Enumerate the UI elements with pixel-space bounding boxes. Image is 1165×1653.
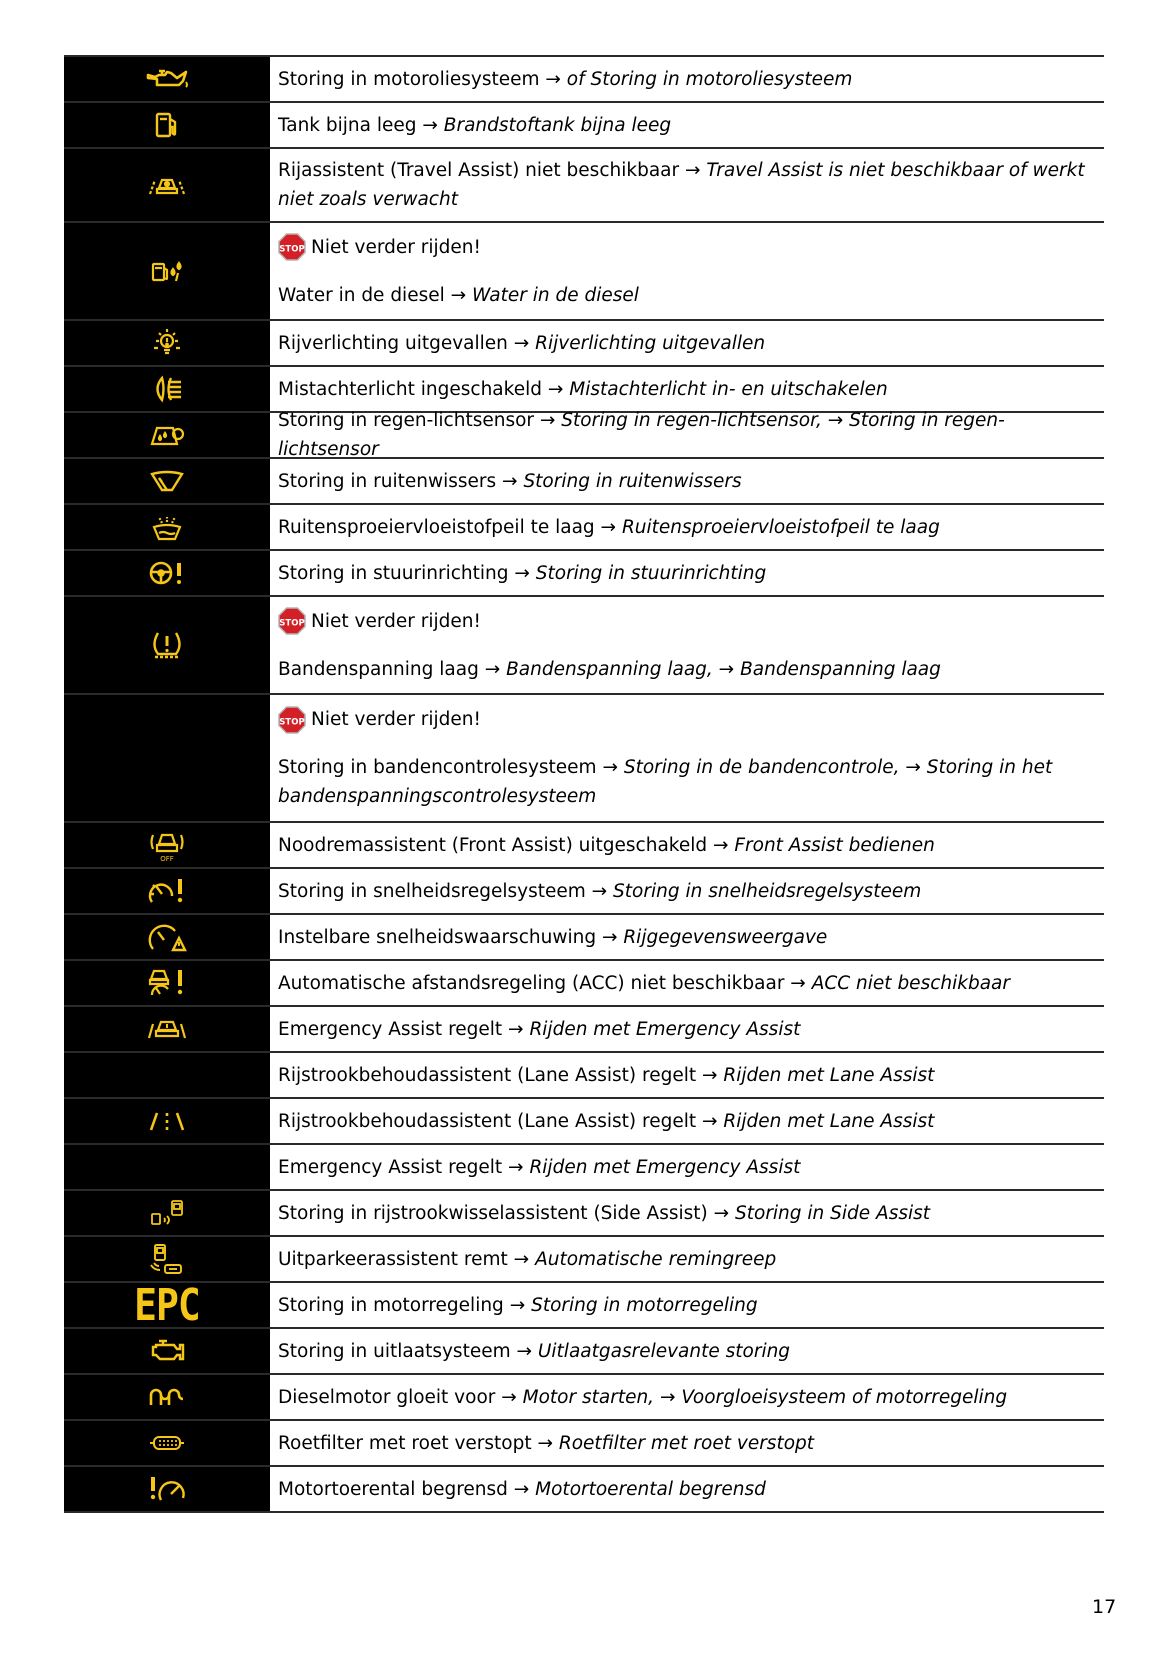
description-line [278, 923, 1096, 952]
exit-assist-icon [64, 1237, 270, 1281]
warning-lights-table [64, 55, 1104, 1513]
water-in-diesel-icon [64, 223, 270, 319]
message-text: Noodremassistent (Front Assist) uitgeschakeld [278, 834, 708, 856]
description-line [278, 281, 1096, 310]
arrow-icon: → [531, 1432, 559, 1454]
table-row [64, 1329, 1104, 1375]
description-line [278, 1015, 1096, 1044]
empty-icon-cell [64, 695, 270, 821]
table-row [64, 1375, 1104, 1421]
front-assist-off-icon [64, 823, 270, 867]
arrow-icon: → [495, 1386, 523, 1408]
table-row [64, 695, 1104, 823]
reference-link: Rijden met Lane Assist [723, 1110, 935, 1132]
table-row [64, 1007, 1104, 1053]
reference-link: of Storing in motoroliesysteem [566, 68, 853, 90]
description-cell [270, 410, 1104, 460]
description-line [278, 406, 1096, 464]
table-row [64, 410, 1104, 460]
particulate-filter-icon [64, 1421, 270, 1465]
message-text: Storing in rijstrookwisselassistent (Side Assist) [278, 1202, 708, 1224]
description-line [278, 559, 1096, 588]
description-line [278, 1245, 1096, 1274]
reference-link: Storing in stuurinrichting [535, 562, 767, 584]
arrow-icon: → [679, 160, 707, 181]
table-row [64, 551, 1104, 597]
arrow-icon: → [707, 1202, 735, 1224]
table-row [64, 961, 1104, 1007]
arrow-icon: → [508, 562, 536, 584]
table-row [64, 1053, 1104, 1099]
svg-text:OFF: OFF [160, 855, 174, 862]
message-text: Uitparkeerassistent remt [278, 1248, 508, 1270]
description-line [278, 111, 1096, 140]
description-cell [270, 1099, 1104, 1143]
engine-check-icon [64, 1329, 270, 1373]
description-cell [270, 1145, 1104, 1189]
message-text: Ruitensproeiervloeistofpeil te laag [278, 516, 595, 538]
message-text: Dieselmotor gloeit voor [278, 1386, 496, 1408]
description-cell [270, 459, 1104, 503]
warning-text: Niet verder rijden! [311, 709, 481, 730]
description-line [278, 753, 1096, 811]
message-text: Rijstrookbehoudassistent (Lane Assist) regelt [278, 1110, 697, 1132]
page-number: 17 [1092, 1596, 1117, 1618]
message-text: Rijassistent (Travel Assist) niet beschikbaar [278, 160, 680, 181]
bulb-failure-icon [64, 321, 270, 365]
arrow-icon: → [696, 1064, 724, 1086]
message-text: Mistachterlicht ingeschakeld [278, 378, 542, 400]
table-row [64, 459, 1104, 505]
description-line [278, 1337, 1096, 1366]
arrow-icon: → [596, 757, 624, 778]
arrow-icon: → [534, 410, 562, 431]
wiper-icon [64, 459, 270, 503]
arrow-icon: → [696, 1110, 724, 1132]
description-line [278, 513, 1096, 542]
reference-link: Storing in Side Assist [735, 1202, 931, 1224]
arrow-icon: → [478, 658, 507, 680]
description-line [278, 831, 1096, 860]
reference-link: Storing in het bandenspanningscontrolesysteem [278, 757, 1053, 807]
reference-link: Voorgloeisysteem of motorregeling [681, 1386, 1008, 1408]
description-line [278, 375, 1096, 404]
message-text: Motortoerental begrensd [278, 1478, 508, 1500]
reference-link: Automatische remingreep [535, 1248, 777, 1270]
svg-text:STOP: STOP [279, 244, 305, 255]
reference-link: Motortoerental begrensd [535, 1478, 766, 1500]
washer-fluid-icon [64, 505, 270, 549]
reference-link: Storing in ruitenwissers [523, 470, 742, 492]
message-text: Roetfilter met roet verstopt [278, 1432, 532, 1454]
message-text: Instelbare snelheidswaarschuwing [278, 926, 597, 948]
stop-sign-icon [278, 607, 306, 635]
table-row [64, 1145, 1104, 1191]
glow-plug-icon [64, 1375, 270, 1419]
stop-sign-icon [278, 706, 306, 734]
cruise-control-fault-icon [64, 869, 270, 913]
table-row [64, 57, 1104, 103]
message-text: Water in de diesel [278, 284, 445, 306]
description-cell [270, 103, 1104, 147]
table-row [64, 915, 1104, 961]
table-row [64, 1099, 1104, 1145]
reference-link: Rijverlichting uitgevallen [535, 332, 766, 354]
reference-link: Travel Assist is niet beschikbaar of werkt niet zoals verwacht [278, 160, 1085, 210]
rear-fog-light-icon [64, 367, 270, 411]
arrow-icon: → [654, 1386, 682, 1408]
description-cell [270, 1191, 1104, 1235]
arrow-icon: → [510, 1340, 538, 1362]
description-line [278, 156, 1096, 214]
reference-link: Roetfilter met roet verstopt [558, 1432, 815, 1454]
arrow-icon: → [707, 834, 735, 856]
side-assist-icon [64, 1191, 270, 1235]
message-text: Emergency Assist regelt [278, 1018, 503, 1040]
message-text: Storing in bandencontrolesysteem [278, 757, 597, 778]
description-line [278, 1061, 1096, 1090]
warning-text: Niet verder rijden! [311, 610, 481, 632]
reference-link: Uitlaatgasrelevante storing [537, 1340, 791, 1362]
reference-link: Front Assist bedienen [734, 834, 935, 856]
description-cell [270, 1467, 1104, 1511]
description-cell [270, 1053, 1104, 1097]
message-text: Storing in ruitenwissers [278, 470, 497, 492]
arrow-icon: → [899, 757, 927, 778]
description-cell [270, 321, 1104, 365]
reference-link: Bandenspanning laag, [506, 658, 713, 680]
table-row [64, 823, 1104, 869]
description-line [278, 65, 1096, 94]
description-line [278, 1199, 1096, 1228]
description-cell [270, 551, 1104, 595]
oil-pressure-icon [64, 57, 270, 101]
empty-icon-cell [64, 1145, 270, 1189]
reference-link: Ruitensproeiervloeistofpeil te laag [621, 516, 940, 538]
arrow-icon: → [539, 68, 567, 90]
stop-warning [278, 607, 1096, 636]
stop-sign-icon [278, 233, 306, 261]
warning-text: Niet verder rijden! [311, 236, 481, 258]
table-row [64, 1467, 1104, 1513]
arrow-icon: → [503, 1294, 532, 1316]
table-row [64, 1191, 1104, 1237]
travel-assist-icon [64, 149, 270, 221]
message-text: Emergency Assist regelt [278, 1156, 503, 1178]
table-row [64, 149, 1104, 223]
description-line [278, 1153, 1096, 1182]
reference-link: Storing in motorregeling [531, 1294, 758, 1316]
epc-icon: EPC [64, 1283, 270, 1327]
description-line [278, 1107, 1096, 1136]
emergency-assist-icon [64, 1007, 270, 1051]
message-text: Tank bijna leeg [278, 114, 417, 136]
stop-warning [278, 705, 1096, 734]
acc-unavailable-icon [64, 961, 270, 1005]
message-text: Storing in motorregeling [278, 1294, 504, 1316]
arrow-icon: → [585, 880, 614, 902]
svg-text:STOP: STOP [279, 717, 305, 727]
description-line [278, 467, 1096, 496]
description-cell [270, 57, 1104, 101]
description-cell [270, 1237, 1104, 1281]
arrow-icon: → [821, 410, 850, 431]
reference-link: Bandenspanning laag [740, 658, 941, 680]
description-line [278, 1291, 1096, 1320]
arrow-icon: → [596, 926, 624, 948]
reference-link: Rijgegevensweergave [623, 926, 828, 948]
reference-link: Storing in regen-lichtsensor, [561, 410, 822, 431]
reference-link: Storing in regen-lichtsensor [278, 410, 1005, 460]
description-cell [270, 149, 1104, 221]
description-cell [270, 1329, 1104, 1373]
table-row [64, 223, 1104, 321]
description-line [278, 1475, 1096, 1504]
description-cell [270, 961, 1104, 1005]
reference-link: Water in de diesel [472, 284, 639, 306]
steering-warning-icon [64, 551, 270, 595]
arrow-icon: → [541, 378, 570, 400]
description-cell [270, 915, 1104, 959]
arrow-icon: → [594, 516, 622, 538]
message-text: Storing in motoroliesysteem [278, 68, 540, 90]
description-line [278, 329, 1096, 358]
description-line [278, 1383, 1096, 1412]
description-line [278, 877, 1096, 906]
arrow-icon: → [502, 1156, 530, 1178]
lane-assist-icon [64, 1099, 270, 1143]
description-line [278, 1429, 1096, 1458]
message-text: Storing in regen-lichtsensor [278, 410, 535, 431]
table-row [64, 597, 1104, 695]
message-text: Bandenspanning laag [278, 658, 479, 680]
arrow-icon: → [507, 1478, 536, 1500]
fuel-pump-icon [64, 103, 270, 147]
arrow-icon: → [502, 1018, 530, 1040]
reference-link: Mistachterlicht in- en uitschakelen [569, 378, 888, 400]
description-cell [270, 223, 1104, 319]
empty-icon-cell [64, 1053, 270, 1097]
description-line [278, 969, 1096, 998]
rpm-limit-icon [64, 1467, 270, 1511]
description-cell [270, 1375, 1104, 1419]
reference-link: Motor starten, [522, 1386, 655, 1408]
description-cell [270, 597, 1104, 693]
arrow-icon: → [444, 284, 473, 306]
arrow-icon: → [712, 658, 741, 680]
description-cell [270, 1007, 1104, 1051]
message-text: Rijstrookbehoudassistent (Lane Assist) regelt [278, 1064, 697, 1086]
table-row [64, 505, 1104, 551]
arrow-icon: → [496, 470, 524, 492]
reference-link: Rijden met Emergency Assist [529, 1018, 801, 1040]
arrow-icon: → [784, 972, 812, 994]
message-text: Storing in stuurinrichting [278, 562, 509, 584]
reference-link: Brandstoftank bijna leeg [443, 114, 672, 136]
svg-text:STOP: STOP [279, 618, 305, 629]
description-cell [270, 1283, 1104, 1327]
reference-link: Rijden met Emergency Assist [529, 1156, 801, 1178]
arrow-icon: → [416, 114, 444, 136]
reference-link: Storing in snelheidsregelsysteem [613, 880, 922, 902]
table-row [64, 321, 1104, 367]
reference-link: Rijden met Lane Assist [723, 1064, 935, 1086]
tire-pressure-icon [64, 597, 270, 693]
rain-light-sensor-icon [64, 413, 270, 457]
description-cell [270, 695, 1104, 821]
message-text: Storing in snelheidsregelsysteem [278, 880, 586, 902]
description-cell [270, 1421, 1104, 1465]
speed-warning-icon [64, 915, 270, 959]
reference-link: ACC niet beschikbaar [811, 972, 1010, 994]
table-row [64, 869, 1104, 915]
table-row [64, 1421, 1104, 1467]
table-row [64, 1237, 1104, 1283]
description-line [278, 655, 1096, 684]
arrow-icon: → [507, 1248, 536, 1270]
message-text: Rijverlichting uitgevallen [278, 332, 508, 354]
table-row [64, 103, 1104, 149]
message-text: Automatische afstandsregeling (ACC) niet beschikbaar [278, 972, 785, 994]
description-cell [270, 823, 1104, 867]
arrow-icon: → [507, 332, 536, 354]
description-cell [270, 869, 1104, 913]
description-cell [270, 505, 1104, 549]
table-row [64, 1279, 1104, 1331]
description-cell [270, 367, 1104, 411]
message-text: Storing in uitlaatsysteem [278, 1340, 511, 1362]
reference-link: Storing in de bandencontrole, [623, 757, 900, 778]
stop-warning [278, 233, 1096, 262]
